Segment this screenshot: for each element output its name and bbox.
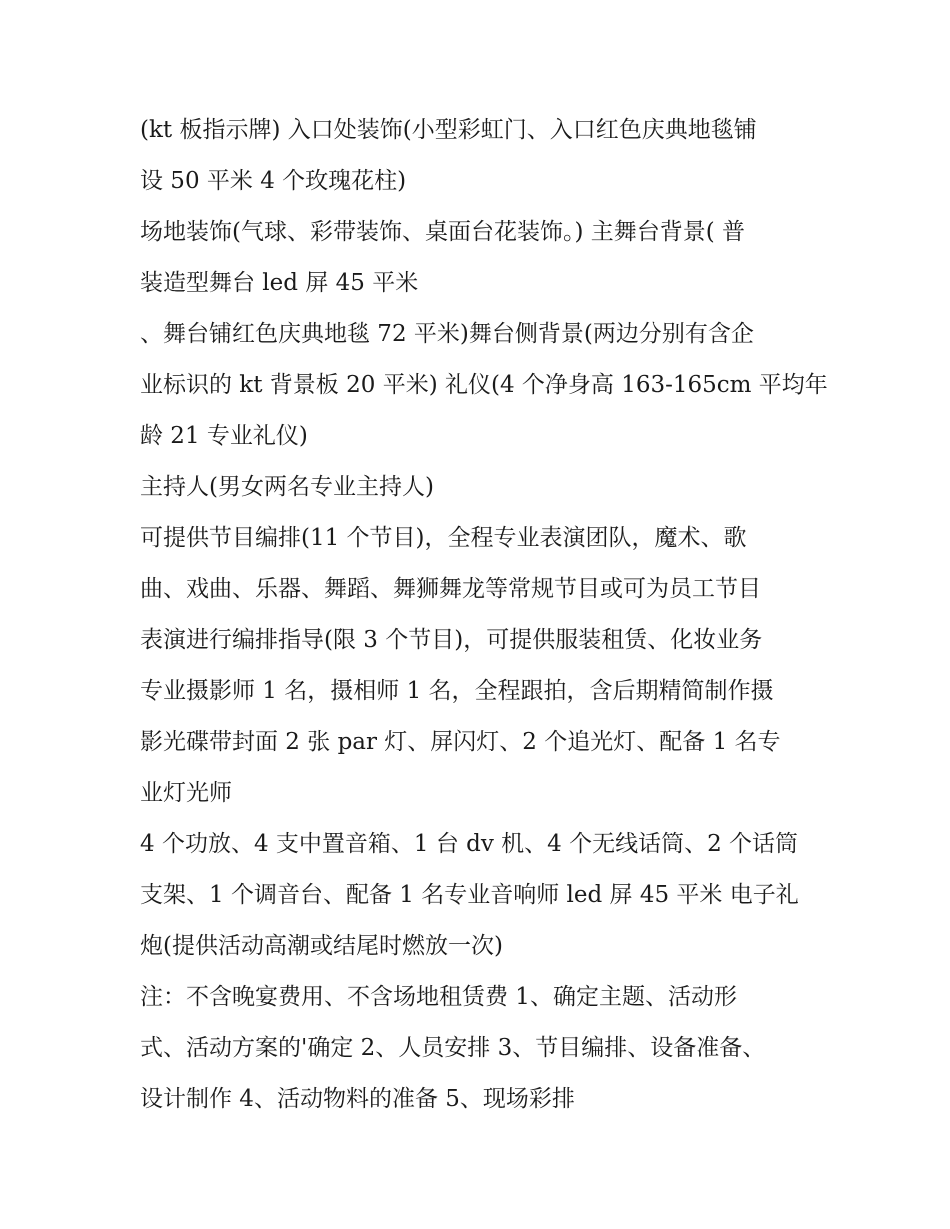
text-line: 可提供节目编排(11 个节目)，全程专业表演团队，魔术、歌 bbox=[140, 525, 747, 551]
text-line: 影光碟带封面 2 张 par 灯、屏闪灯、2 个追光灯、配备 1 名专 bbox=[140, 729, 781, 755]
text-line: 业标识的 kt 背景板 20 平米) 礼仪(4 个净身高 163-165cm 平均年 bbox=[140, 372, 828, 398]
text-line: 场地装饰(气球、彩带装饰、桌面台花装饰。) 主舞台背景( 普 bbox=[140, 219, 746, 245]
text-line: 设计制作 4、活动物料的准备 5、现场彩排 bbox=[140, 1086, 575, 1112]
text-line: 专业摄影师 1 名，摄相师 1 名，全程跟拍，含后期精简制作摄 bbox=[140, 678, 774, 704]
text-line: 、舞台铺红色庆典地毯 72 平米)舞台侧背景(两边分别有含企 bbox=[140, 321, 754, 347]
document-body bbox=[140, 105, 830, 1125]
text-line: 4 个功放、4 支中置音箱、1 台 dv 机、4 个无线话筒、2 个话筒 bbox=[140, 831, 799, 857]
text-line: 装造型舞台 led 屏 45 平米 bbox=[140, 270, 419, 296]
text-line: 炮(提供活动高潮或结尾时燃放一次) bbox=[140, 933, 503, 959]
text-line: 式、活动方案的'确定 2、人员安排 3、节目编排、设备准备、 bbox=[140, 1035, 766, 1061]
text-line: 设 50 平米 4 个玫瑰花柱) bbox=[140, 168, 407, 194]
text-line: 业灯光师 bbox=[140, 780, 232, 806]
text-line: 支架、1 个调音台、配备 1 名专业音响师 led 屏 45 平米 电子礼 bbox=[140, 882, 799, 908]
text-line: 注：不含晚宴费用、不含场地租赁费 1、确定主题、活动形 bbox=[140, 984, 737, 1010]
text-line: 表演进行编排指导(限 3 个节目)，可提供服装租赁、化妆业务 bbox=[140, 627, 763, 653]
text-line: 主持人(男女两名专业主持人) bbox=[140, 474, 434, 500]
text-line: (kt 板指示牌) 入口处装饰(小型彩虹门、入口红色庆典地毯铺 bbox=[140, 117, 757, 143]
text-line: 龄 21 专业礼仪) bbox=[140, 423, 308, 449]
text-line: 曲、戏曲、乐器、舞蹈、舞狮舞龙等常规节目或可为员工节目 bbox=[140, 576, 761, 602]
